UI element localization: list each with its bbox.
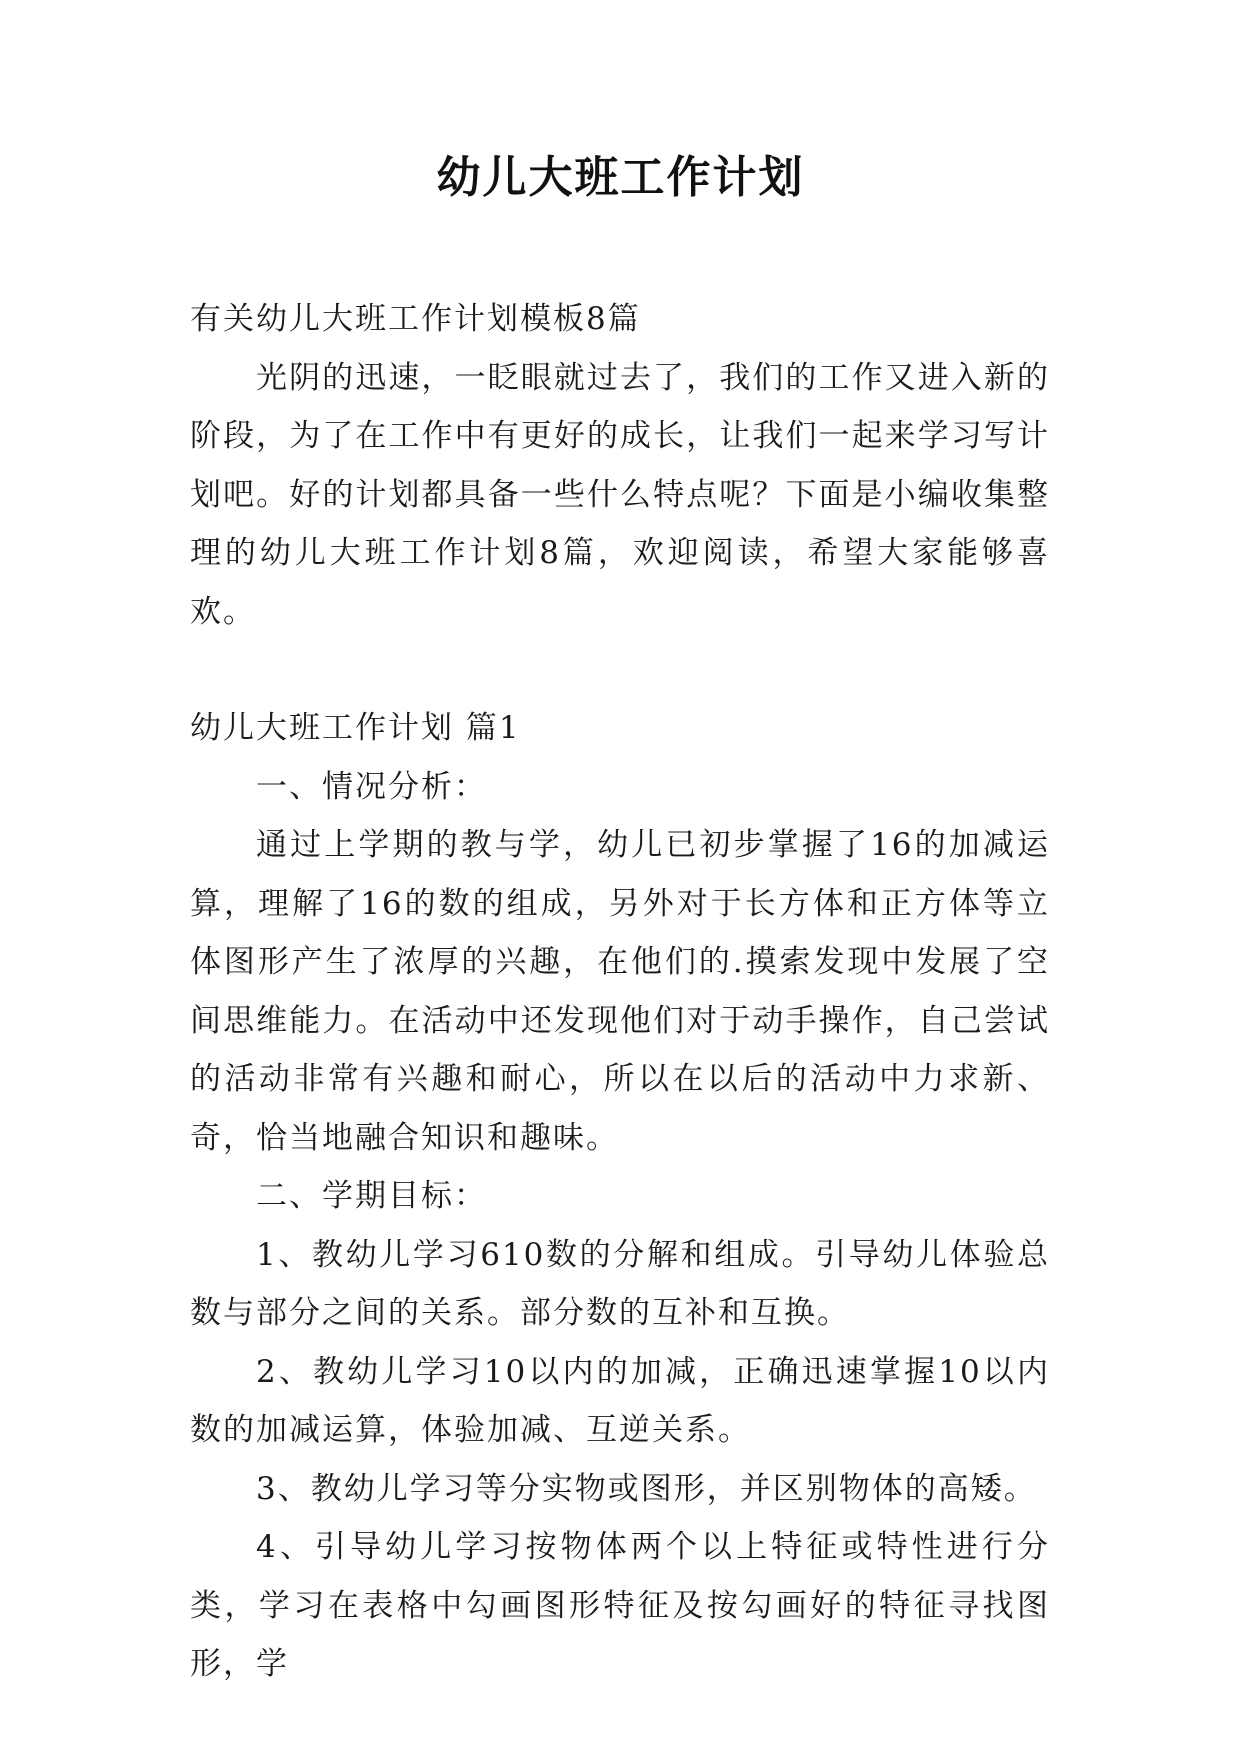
- goal-item-4: 4、引导幼儿学习按物体两个以上特征或特性进行分类，学习在表格中勾画图形特征及按勾画好的特征寻找图形，学: [190, 1529, 1050, 1682]
- document-title: 幼儿大班工作计划: [436, 152, 805, 203]
- goal-item-2: 2、教幼儿学习10以内的加减，正确迅速掌握10以内数的加减运算，体验加减、互逆关系。: [190, 1353, 1050, 1448]
- part2-heading: 二、学期目标：: [256, 1178, 487, 1214]
- part1-heading: 一、情况分析：: [256, 768, 487, 805]
- intro-paragraph: 光阴的迅速，一眨眼就过去了，我们的工作又进入新的阶段，为了在工作中有更好的成长，让我们一起来学习写计划吧。好的计划都具备一些什么特点呢？下面是小编收集整理的幼儿大班工作计划8篇，欢迎阅读，希望大家能够喜欢。: [190, 359, 1050, 630]
- part1-paragraph: 通过上学期的教与学，幼儿已初步掌握了16的加减运算，理解了16的数的组成，另外对于长方体和正方体等立体图形产生了浓厚的兴趣，在他们的.摸索发现中发展了空间思维能力。在活动中还发现他们对于动手操作，自己尝试的活动非常有兴趣和耐心，所以在以后的活动中力求新、奇，恰当地融合知识和趣味。: [190, 827, 1050, 1156]
- goal-item-1: 1、教幼儿学习610数的分解和组成。引导幼儿体验总数与部分之间的关系。部分数的互补和互换。: [190, 1236, 1050, 1331]
- document-body: [190, 290, 1050, 1694]
- goal-item-3: 3、教幼儿学习等分实物或图形，并区别物体的高矮。: [256, 1470, 1037, 1507]
- section-spacer: [190, 641, 1050, 699]
- document-subtitle: 有关幼儿大班工作计划模板8篇: [190, 301, 641, 337]
- section-heading: 幼儿大班工作计划 篇1: [190, 710, 521, 746]
